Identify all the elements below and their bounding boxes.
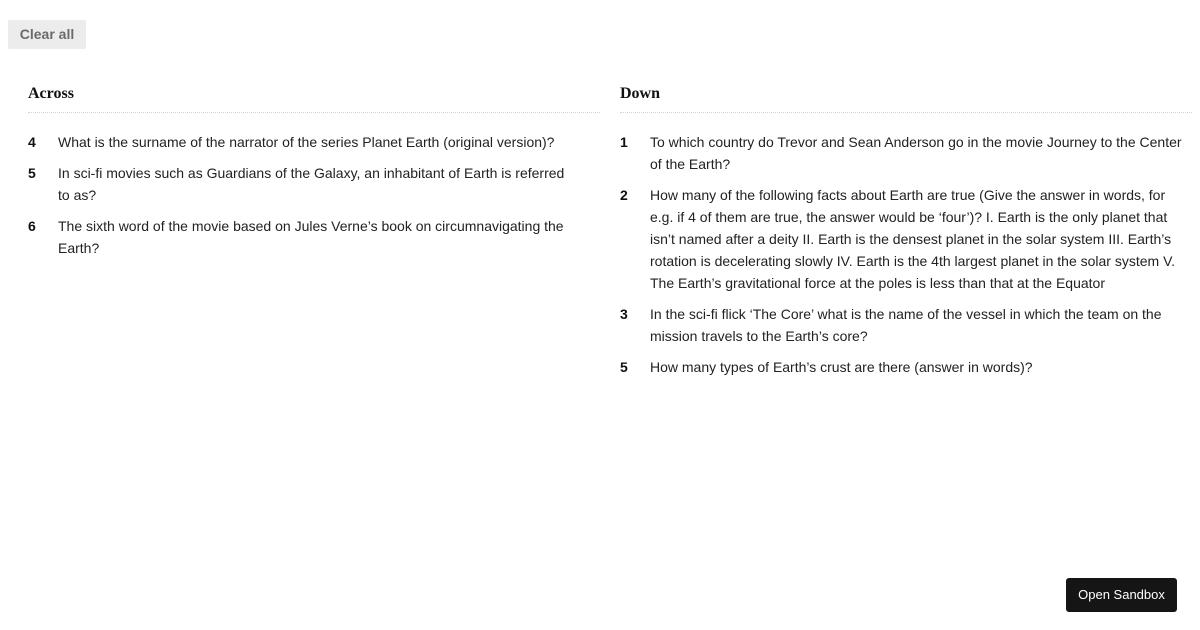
across-clue[interactable] [28, 162, 600, 206]
clue-text: To which country do Trevor and Sean Anderson go in the movie Journey to the Center of the Earth? [650, 134, 1182, 172]
clue-text: In the sci-fi flick ‘The Core’ what is the name of the vessel in which the team on the mission travels to the Earth’s core? [650, 306, 1162, 344]
down-clues-column [620, 84, 1192, 387]
across-clues-column [28, 84, 600, 268]
clue-text: How many of the following facts about Earth are true (Give the answer in words, for e.g. if 4 of them are true, the answer would be ‘four’)? I. Earth is the only planet that isn’t named after a deity II. Earth is the densest planet in the solar system III. Earth’s rotation is decelerating slowly IV. Earth is the 4th largest planet in the solar system V. The Earth’s gravitational force at the poles is less than that at the Equator [650, 187, 1176, 291]
clue-text: The sixth word of the movie based on Jules Verne’s book on circumnavigating the Earth? [58, 218, 564, 256]
open-sandbox-button[interactable]: Open Sandbox [1066, 578, 1177, 612]
clue-number: 4 [28, 134, 36, 150]
clue-text: What is the surname of the narrator of the series Planet Earth (original version)? [58, 134, 555, 150]
down-clue[interactable] [620, 184, 1192, 294]
clear-all-button[interactable]: Clear all [8, 20, 86, 49]
clue-number: 3 [620, 306, 628, 322]
across-clue-list [28, 113, 600, 259]
across-clue[interactable] [28, 215, 600, 259]
clue-number: 5 [620, 359, 628, 375]
down-clue[interactable] [620, 303, 1192, 347]
clue-number: 6 [28, 218, 36, 234]
clue-number: 5 [28, 165, 36, 181]
clue-text: In sci-fi movies such as Guardians of the Galaxy, an inhabitant of Earth is referred to as? [58, 165, 565, 203]
across-heading: Across [28, 84, 600, 113]
down-heading: Down [620, 84, 1192, 113]
down-clue[interactable] [620, 356, 1192, 378]
clue-number: 2 [620, 187, 628, 203]
down-clue-list [620, 113, 1192, 378]
clue-text: How many types of Earth’s crust are there (answer in words)? [650, 359, 1033, 375]
across-clue[interactable] [28, 131, 600, 153]
down-clue[interactable] [620, 131, 1192, 175]
clue-number: 1 [620, 134, 628, 150]
